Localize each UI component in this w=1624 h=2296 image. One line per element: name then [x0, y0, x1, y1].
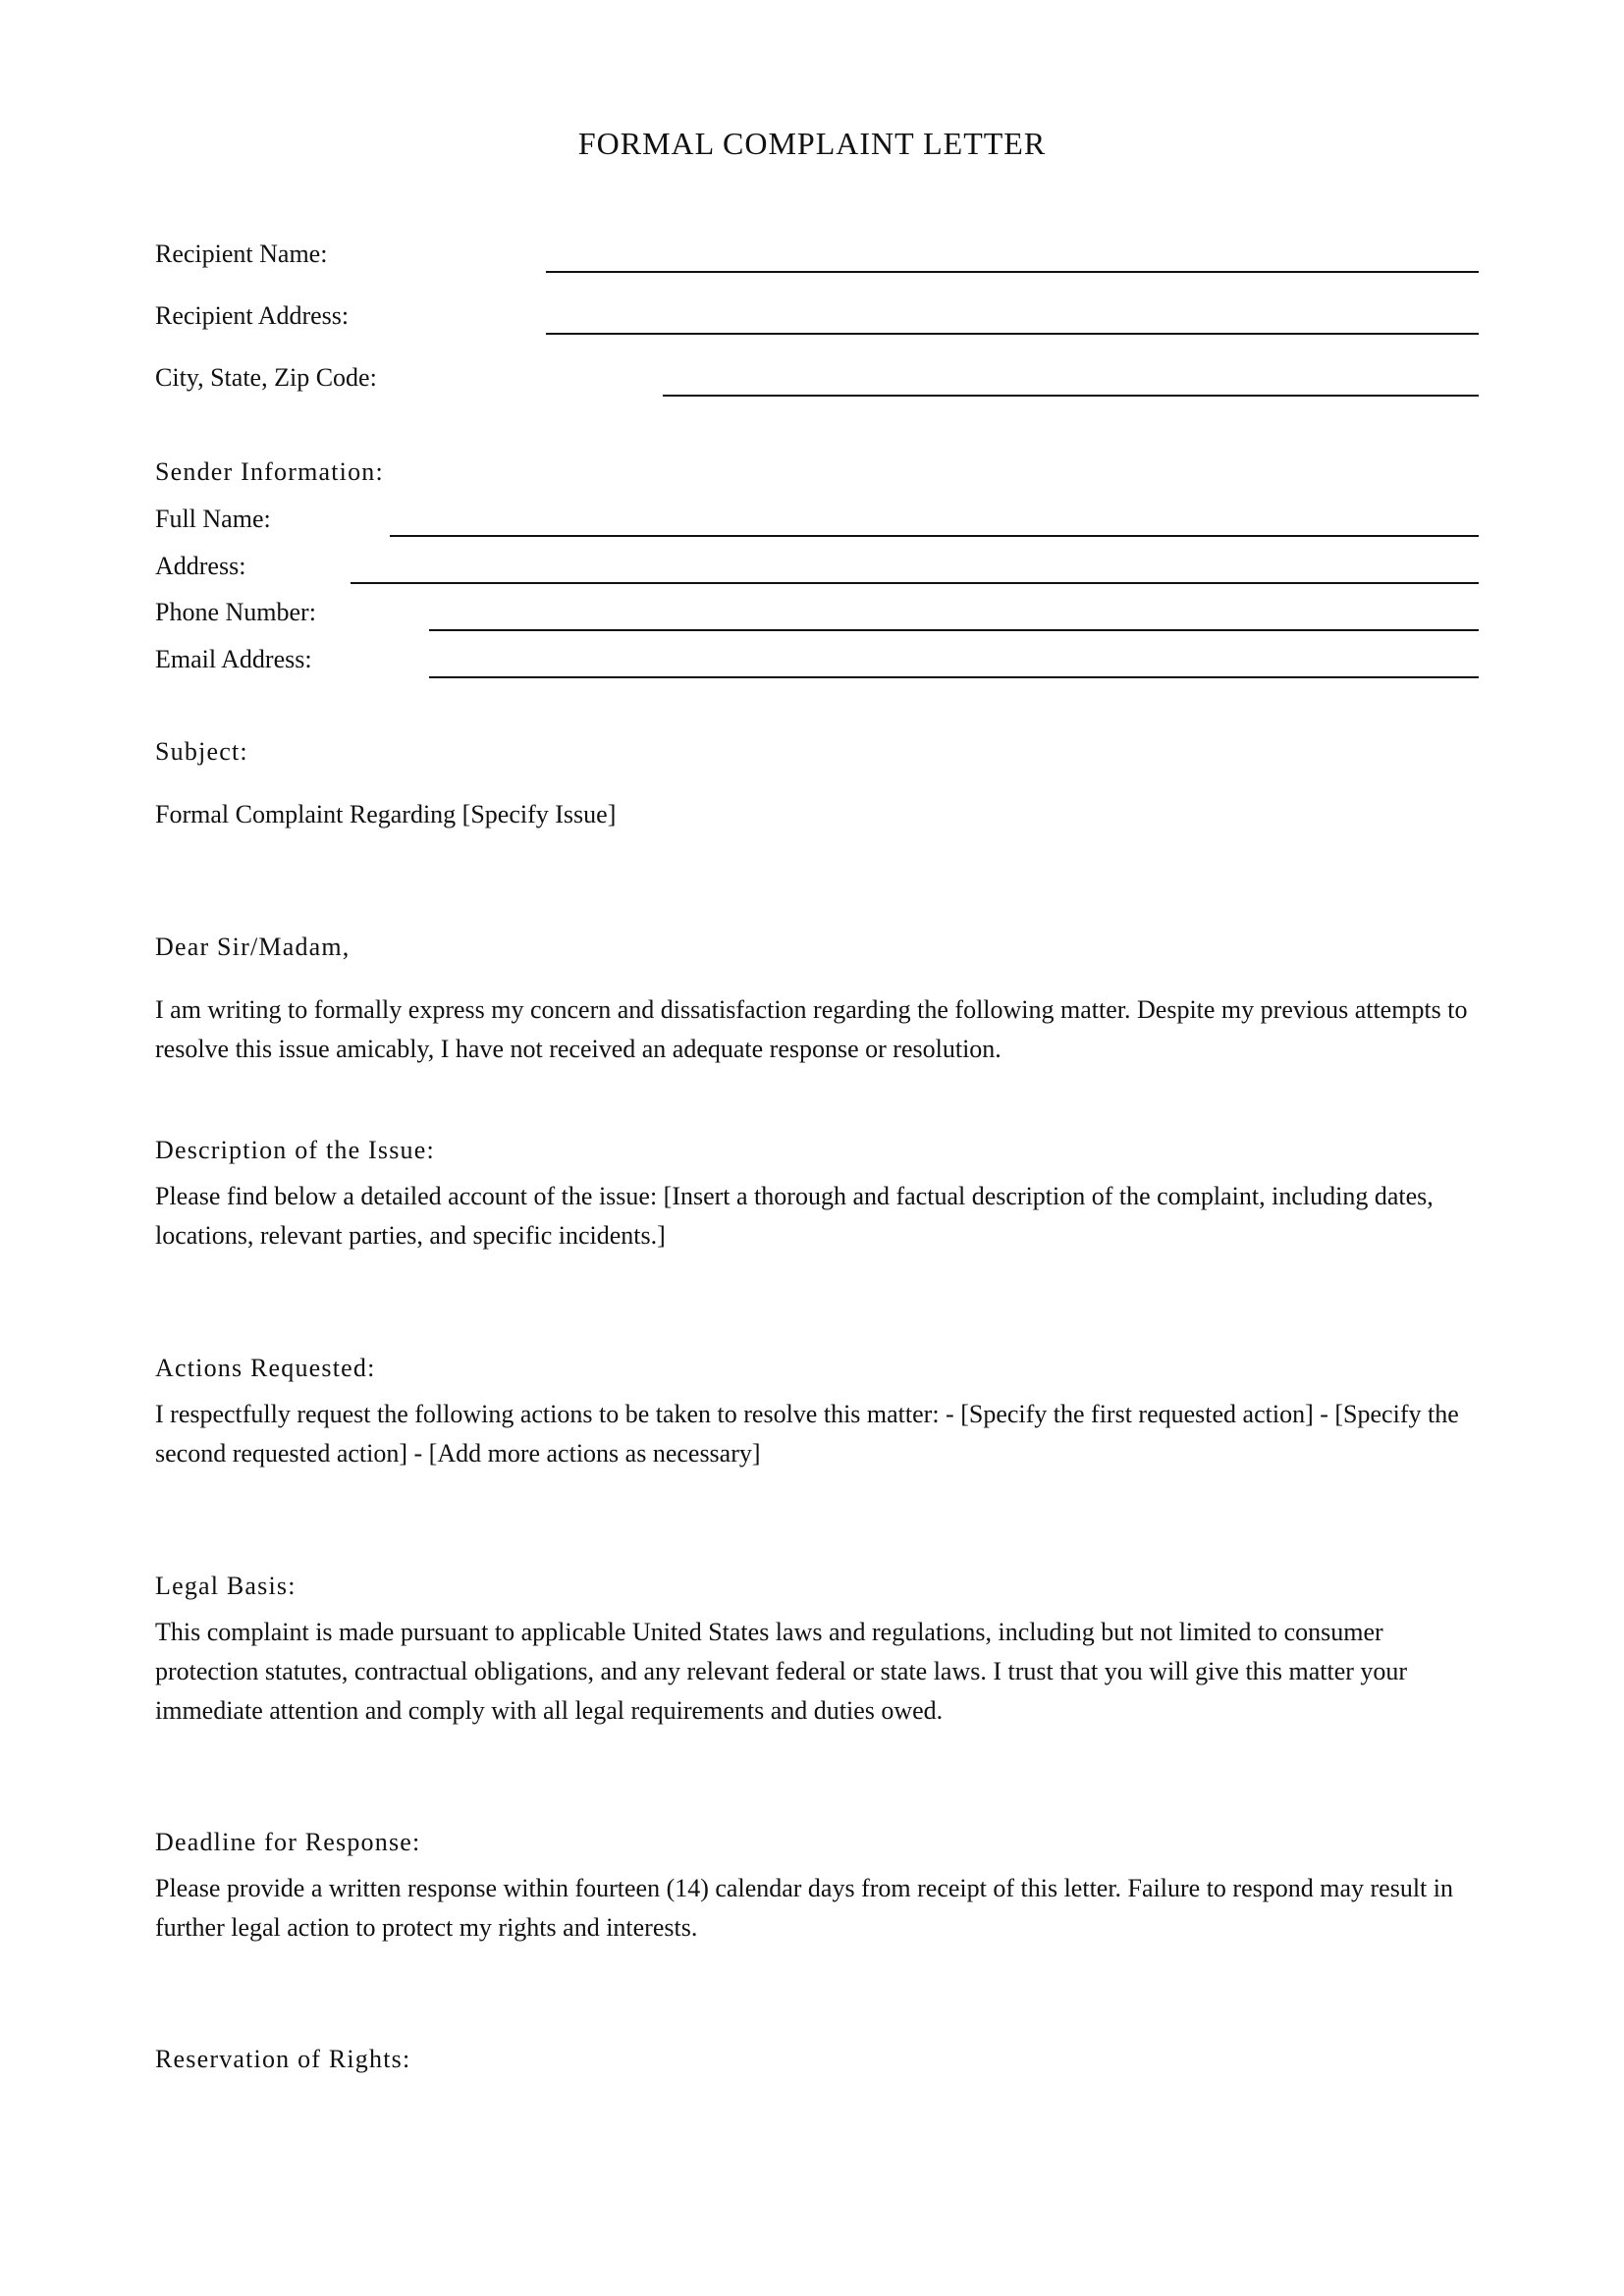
intro-paragraph: I am writing to formally express my concern and dissatisfaction regarding the following matter. Despite my previous attempts to resolve this issue amicably, I have not received an adequate response or resolution. [155, 995, 1468, 1063]
sender-address-field[interactable] [351, 582, 1479, 584]
city-state-zip-label: City, State, Zip Code: [155, 363, 377, 392]
actions-heading: Actions Requested: [155, 1354, 376, 1382]
description-paragraph: Please find below a detailed account of the issue: [Insert a thorough and factual description of the complaint, including dates, locations, relevant parties, and specific incidents.] [155, 1182, 1434, 1250]
recipient-address-label: Recipient Address: [155, 301, 350, 330]
legal-basis-paragraph: This complaint is made pursuant to applicable United States laws and regulations, including but not limited to consumer protection statutes, contractual obligations, and any relevant federal or state laws. I trust that you will give this matter your immediate attention and comply with all legal requirements and duties owed. [155, 1618, 1408, 1725]
sender-information-heading: Sender Information: [155, 457, 384, 486]
deadline-paragraph: Please provide a written response within fourteen (14) calendar days from receipt of this letter. Failure to respond may result in further legal action to protect my rights and interests. [155, 1874, 1453, 1942]
legal-basis-heading: Legal Basis: [155, 1572, 297, 1600]
recipient-name-label: Recipient Name: [155, 240, 328, 268]
description-heading: Description of the Issue: [155, 1136, 435, 1164]
city-state-zip-field[interactable] [663, 395, 1479, 397]
subject-heading: Subject: [155, 737, 248, 766]
recipient-address-field[interactable] [546, 333, 1479, 335]
full-name-label: Full Name: [155, 505, 271, 533]
subject-text: Formal Complaint Regarding [Specify Issue] [155, 800, 617, 828]
email-address-field[interactable] [429, 676, 1479, 678]
deadline-heading: Deadline for Response: [155, 1828, 421, 1856]
actions-paragraph: I respectfully request the following actions to be taken to resolve this matter: - [Specify the first requested action] - [Specify the second requested action] - [Add more actions as necessary] [155, 1400, 1459, 1468]
reservation-of-rights-heading: Reservation of Rights: [155, 2045, 411, 2073]
phone-number-field[interactable] [429, 629, 1479, 631]
salutation: Dear Sir/Madam, [155, 933, 351, 961]
full-name-field[interactable] [390, 535, 1479, 537]
sender-address-label: Address: [155, 552, 246, 580]
email-address-label: Email Address: [155, 645, 312, 673]
phone-number-label: Phone Number: [155, 598, 316, 626]
recipient-name-field[interactable] [546, 271, 1479, 273]
document-title: FORMAL COMPLAINT LETTER [577, 126, 1047, 161]
